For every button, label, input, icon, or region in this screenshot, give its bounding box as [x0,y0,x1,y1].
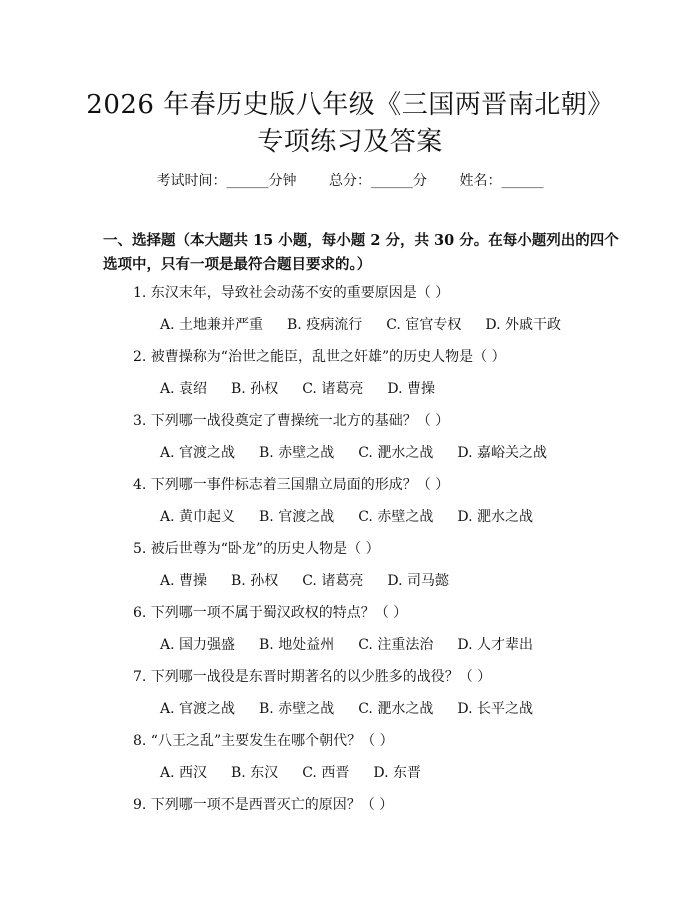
question-3: 3. 下列哪一战役奠定了曹操统一北方的基础？（ ） [133,413,450,429]
question-2: 2. 被曹操称为“治世之能臣，乱世之奸雄”的历史人物是（ ） [133,349,506,365]
exam-time: 考试时间：______分钟 [156,173,297,189]
question-1-options [160,314,585,334]
question-4: 4. 下列哪一事件标志着三国鼎立局面的形成？（ ） [133,477,450,493]
option-c: C. 西晋 [302,765,350,781]
option-d: D. 东晋 [373,765,421,781]
option-d: D. 人才辈出 [457,637,533,653]
option-d: D. 嘉峪关之战 [457,445,547,461]
student-name: 姓名：______ [459,173,544,189]
question-1: 1. 东汉末年，导致社会动荡不安的重要原因是（ ） [133,285,450,301]
question-7-options [160,698,557,718]
question-6-options [160,634,557,654]
option-c: C. 诸葛亮 [302,573,364,589]
question-8-options [160,762,445,782]
option-b: B. 地处益州 [259,637,335,653]
option-d: D. 曹操 [387,381,435,397]
option-c: C. 赤壁之战 [358,509,434,525]
option-b: B. 赤壁之战 [259,445,335,461]
exam-score: 总分：______分 [329,173,427,189]
option-c: C. 淝水之战 [358,701,434,717]
question-4-options [160,506,557,526]
option-b: B. 官渡之战 [259,509,335,525]
option-b: B. 东汉 [231,765,279,781]
question-9: 9. 下列哪一项不是西晋灭亡的原因？（ ） [133,797,394,813]
option-a: A. 西汉 [160,765,208,781]
option-d: D. 外戚干政 [485,317,561,333]
title-line-2: 专项练习及答案 [257,127,443,157]
question-5-options [160,570,473,590]
question-2-options [160,378,459,398]
option-a: A. 曹操 [160,573,208,589]
option-d: D. 司马懿 [387,573,449,589]
option-b: B. 疫病流行 [287,317,363,333]
option-a: A. 官渡之战 [160,445,236,461]
option-a: A. 国力强盛 [160,637,236,653]
question-6: 6. 下列哪一项不属于蜀汉政权的特点？（ ） [133,605,408,621]
title-line-1: 2026 年春历史版八年级《三国两晋南北朝》 [86,90,614,120]
option-c: C. 宦官专权 [386,317,462,333]
option-b: B. 赤壁之战 [259,701,335,717]
section-heading: 一、选择题（本大题共 15 小题，每小题 2 分，共 30 分。在每小题列出的四个选项中，只有一项是最符合题目要求的。） [103,232,619,273]
option-c: C. 诸葛亮 [302,381,364,397]
option-a: A. 袁绍 [160,381,208,397]
option-a: A. 土地兼并严重 [160,317,264,333]
question-7: 7. 下列哪一战役是东晋时期著名的以少胜多的战役？（ ） [133,669,492,685]
question-8: 8. “八王之乱”主要发生在哪个朝代？（ ） [133,733,394,749]
option-d: D. 淝水之战 [457,509,533,525]
option-c: C. 淝水之战 [358,445,434,461]
option-d: D. 长平之战 [457,701,533,717]
option-b: B. 孙权 [231,381,279,397]
option-a: A. 官渡之战 [160,701,236,717]
option-a: A. 黄巾起义 [160,509,236,525]
question-5: 5. 被后世尊为“卧龙”的历史人物是（ ） [133,541,380,557]
exam-meta [0,170,700,190]
option-c: C. 注重法治 [358,637,434,653]
option-b: B. 孙权 [231,573,279,589]
question-3-options [160,442,571,462]
